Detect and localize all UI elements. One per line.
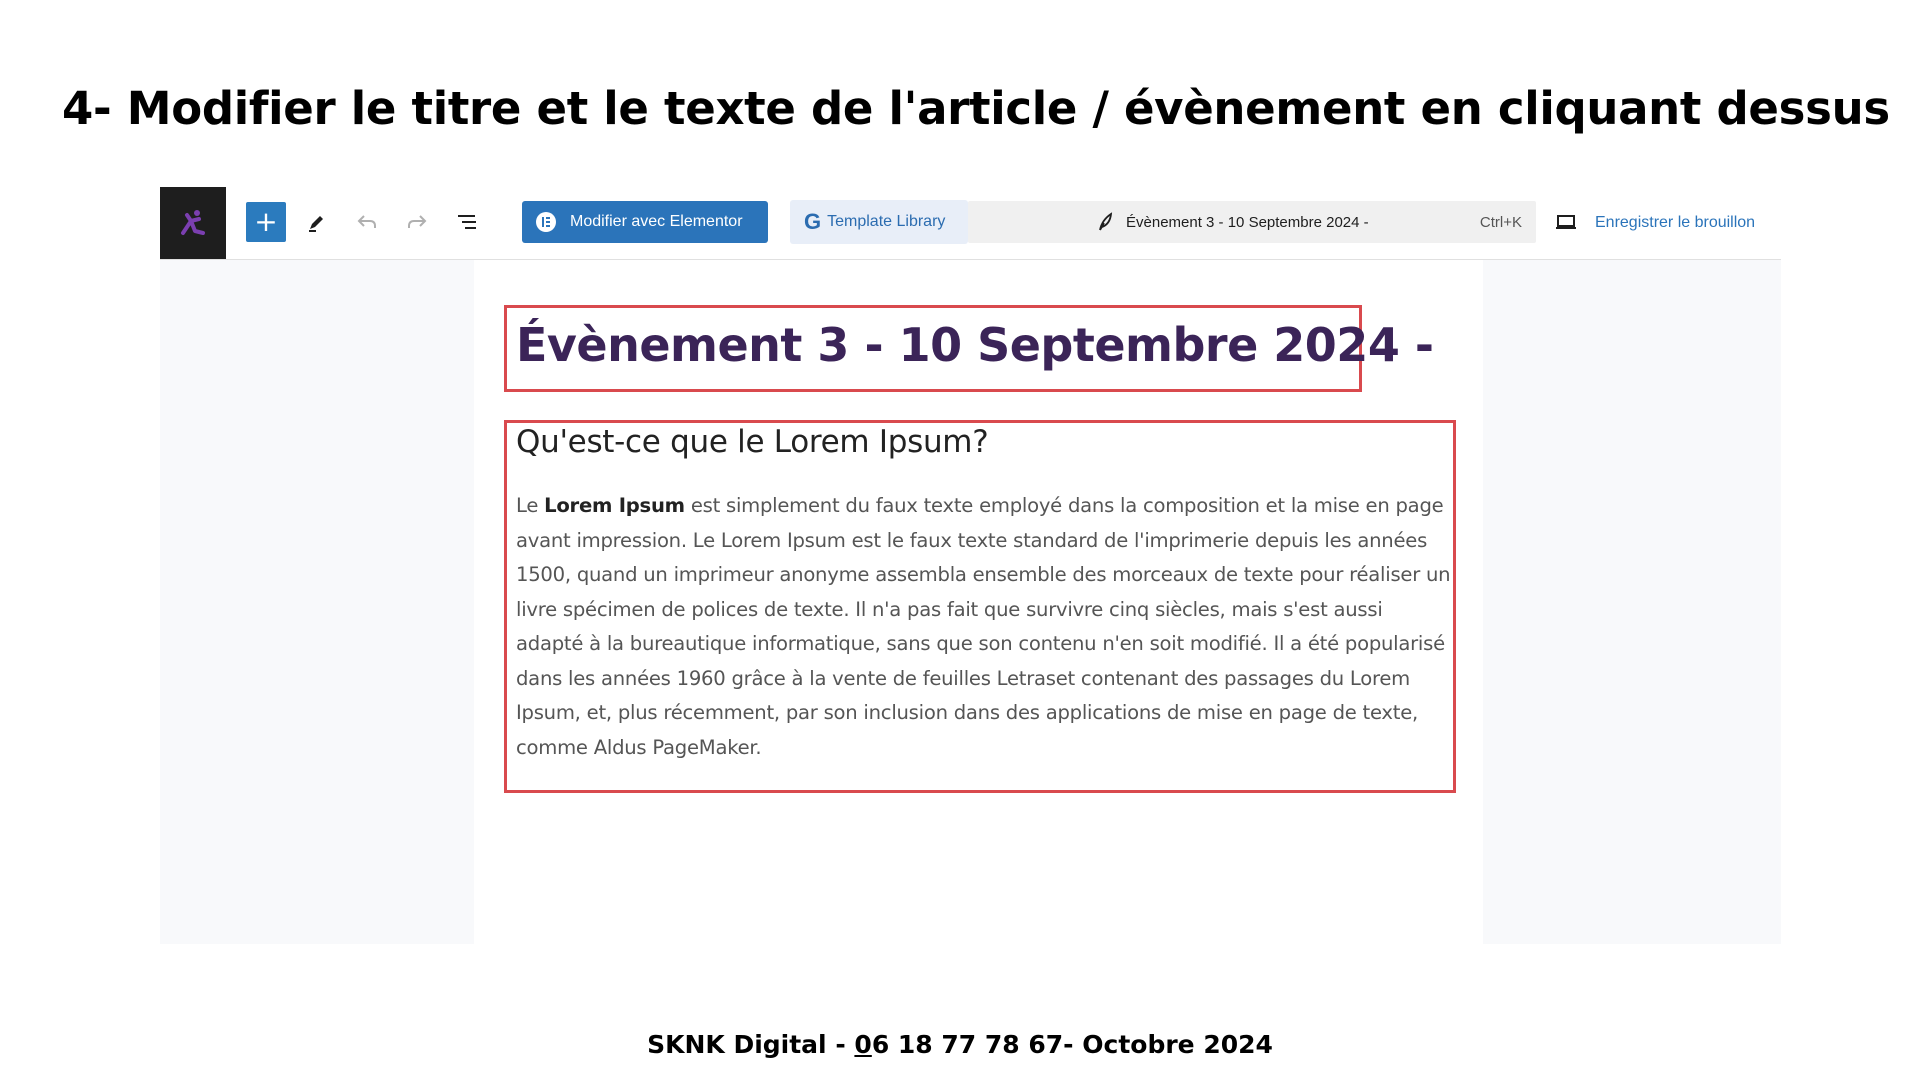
- preview-button[interactable]: [1546, 202, 1586, 242]
- document-title: Évènement 3 - 10 Septembre 2024 -: [1126, 213, 1369, 231]
- content-paragraph[interactable]: [516, 489, 1451, 765]
- list-view-icon: [455, 210, 479, 234]
- paragraph-prefix: Le: [516, 494, 545, 517]
- paragraph-bold: Lorem Ipsum: [544, 494, 685, 517]
- undo-icon: [355, 210, 379, 234]
- footer-prefix: SKNK Digital -: [647, 1030, 855, 1059]
- content-heading[interactable]: Qu'est-ce que le Lorem Ipsum?: [516, 424, 989, 460]
- redo-button[interactable]: [397, 202, 437, 242]
- command-shortcut: Ctrl+K: [1479, 213, 1522, 231]
- plus-icon: +: [254, 205, 278, 238]
- feather-icon: [1096, 212, 1114, 232]
- slide-footer: [0, 1030, 1920, 1059]
- desktop-view-icon: [1554, 210, 1578, 234]
- editor-screenshot: [160, 187, 1781, 944]
- post-title[interactable]: Évènement 3 - 10 Septembre 2024 -: [516, 318, 1434, 372]
- template-library-label: Template Library: [827, 213, 946, 230]
- footer-underlined: 0: [854, 1030, 872, 1059]
- save-draft-button[interactable]: Enregistrer le brouillon: [1595, 214, 1756, 231]
- footer-suffix: 6 18 77 78 67- Octobre 2024: [871, 1030, 1273, 1059]
- template-library-icon: G: [804, 209, 822, 234]
- edit-with-elementor-button[interactable]: [522, 201, 768, 243]
- add-block-button[interactable]: [246, 202, 286, 242]
- elementor-button-label: Modifier avec Elementor: [570, 213, 743, 230]
- editor-canvas: [474, 260, 1483, 944]
- template-library-button[interactable]: [790, 200, 968, 244]
- paragraph-text: est simplement du faux texte employé dans la composition et la mise en page avant impression. Le Lorem Ipsum est le faux texte standard de l'imprimerie depuis les années 1500, quand un imprimeur anonyme assembla ensemble des morceaux de texte pour réaliser un livre spécimen de polices de texte. Il n'a pas fait que survivre cinq siècles, mais s'est aussi adapté à la bureautique informatique, sans que son contenu n'en soit modifié. Il a été popularisé dans les années 1960 grâce à la vente de feuilles Letraset contenant des passages du Lorem Ipsum, et, plus récemment, par son inclusion dans des applications de mise en page de texte, comme Aldus PageMaker.: [516, 494, 1451, 759]
- content-highlight-box: [504, 420, 1456, 793]
- site-logo-icon[interactable]: [160, 187, 226, 259]
- document-overview-button[interactable]: [447, 202, 487, 242]
- slide-title: 4- Modifier le titre et le texte de l'article / évènement en cliquant dessus: [62, 82, 1890, 135]
- elementor-icon: [536, 212, 556, 232]
- pencil-icon: [306, 211, 328, 233]
- editor-toolbar: [160, 187, 1781, 260]
- redo-icon: [405, 210, 429, 234]
- tools-button[interactable]: [297, 202, 337, 242]
- title-highlight-box: [504, 305, 1434, 392]
- document-bar[interactable]: [968, 201, 1536, 243]
- undo-button[interactable]: [347, 202, 387, 242]
